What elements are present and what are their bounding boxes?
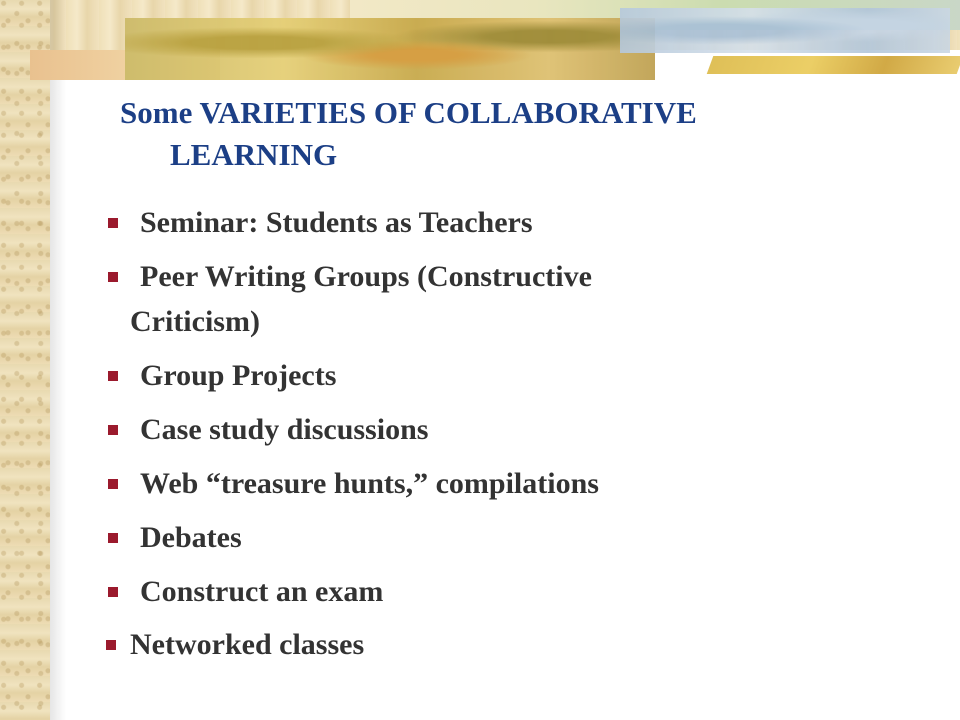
bullet-text: Web “treasure hunts,” compilations <box>140 467 599 500</box>
bullet-text: Seminar: Students as Teachers <box>140 206 533 239</box>
title-line-2: LEARNING <box>170 137 338 172</box>
bullet-text: Case study discussions <box>140 413 429 446</box>
square-bullet-icon <box>106 640 116 650</box>
title-line-1: Some VARIETIES OF COLLABORATIVE <box>120 95 697 130</box>
square-bullet-icon <box>108 371 118 381</box>
square-bullet-icon <box>108 479 118 489</box>
bullet-text-continued: Criticism) <box>130 305 260 338</box>
bullet-text: Networked classes <box>130 628 365 661</box>
square-bullet-icon <box>108 533 118 543</box>
square-bullet-icon <box>108 218 118 228</box>
bullet-text: Group Projects <box>140 359 337 392</box>
bullet-text: Debates <box>140 521 242 554</box>
square-bullet-icon <box>108 587 118 597</box>
bullet-text: Peer Writing Groups (Constructive <box>140 260 592 293</box>
square-bullet-icon <box>108 272 118 282</box>
square-bullet-icon <box>108 425 118 435</box>
bullet-text: Construct an exam <box>140 575 384 608</box>
